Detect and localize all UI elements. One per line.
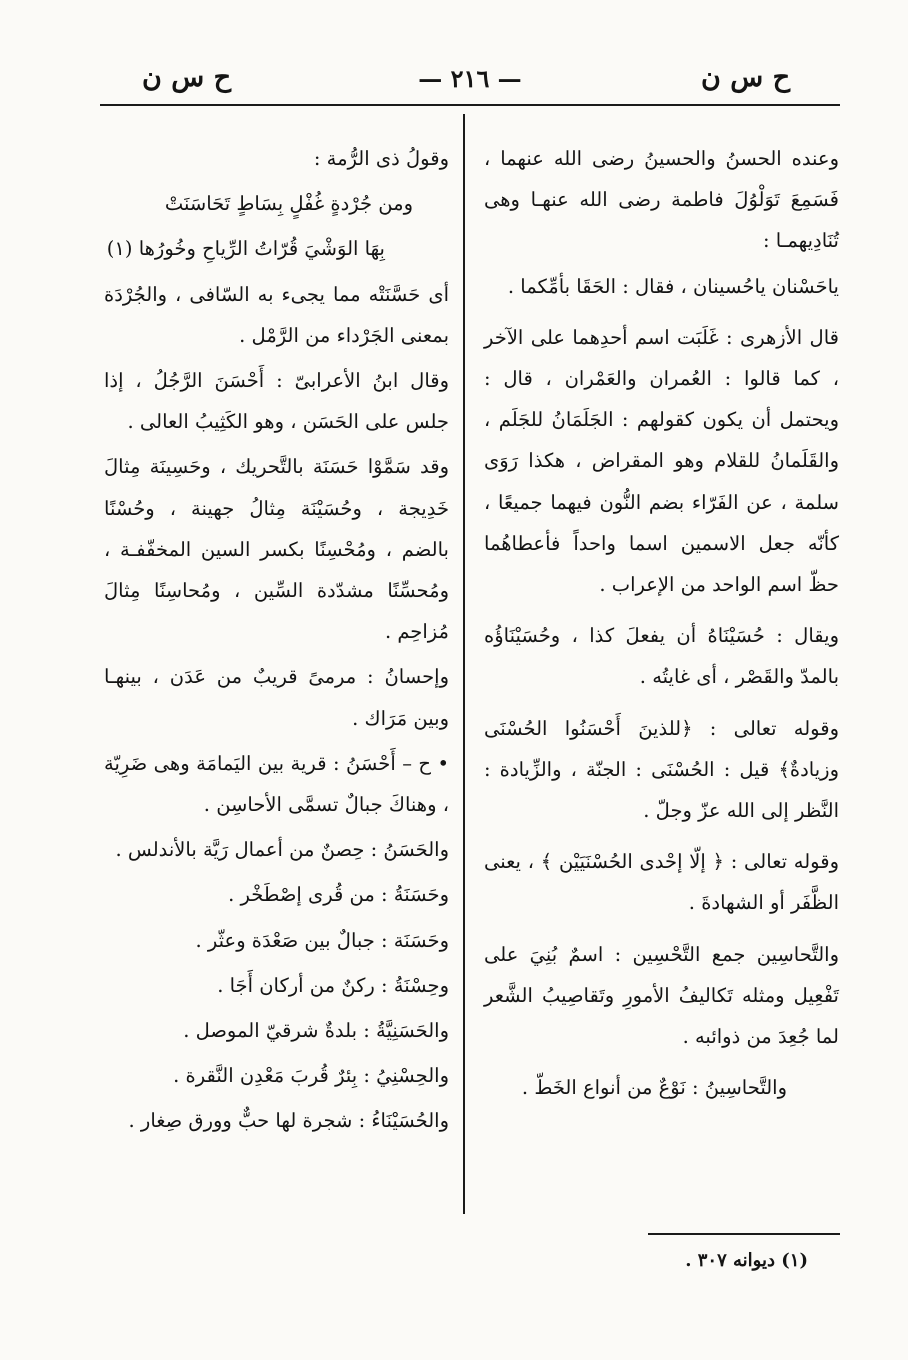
column-divider xyxy=(463,114,465,1214)
list-item: والحُسَيْنَاءُ : شجرة لها حبٌّ وورق صِغار . xyxy=(128,1109,449,1133)
footnote-rule xyxy=(648,1233,840,1235)
left-column xyxy=(104,138,449,1146)
paragraph: قال الأزهرى : غَلَبَت اسم أحدِهما على الآخر ، كما قالوا : العُمران والعَمْران ، قال : ويحتمل أن يكون كقولهم : الجَلَمَانُ للجَلَم ، والقَلَمانُ للقلام وهو المقراض ، هكذا رَوَى سلمة ، عن الفَرّاء بضم النُّون فيهما جميعًا ، كأنّه جعل الاسمين اسما واحداً فأعطاهُما حظّ اسم الواحد من الإعراب . xyxy=(484,325,839,597)
paragraph: وقال ابنُ الأعرابىّ : أَحْسَنَ الرَّجُلُ ، إذا جلس على الحَسَن ، وهو الكَثِيبُ العالى . xyxy=(104,369,449,434)
list-item: وحَسَنَة : جبالٌ بين صَعْدَة وعثّر . xyxy=(195,928,449,952)
verse-line: بِهَا الوَشْيَ قُرّاتُ الرِّياحِ وخُورُها (١) xyxy=(106,237,385,261)
verse-intro: وقولُ ذى الرُّمة : xyxy=(313,147,449,170)
header-root-left: ح س ن xyxy=(142,62,232,93)
paragraph: والتَّحاسِينُ : نَوْعٌ من أنواع الخَطّ . xyxy=(521,1076,787,1100)
verse-line: ومن جُرْدةٍ غُفْلٍ بِسَاطٍ تَحَاسَنَتْ xyxy=(164,192,413,216)
paragraph: والتَّحاسِين جمع التَّحْسِين : اسمٌ بُنِيَ على تَفْعِيل ومثله تَكاليفُ الأمورِ وتَقاصِيبُ الشَّعر لما جُعِدَ من ذوائبه . xyxy=(484,942,839,1049)
page-number: — ٢١٦ — xyxy=(418,64,522,93)
list-item: وحِسْنَةُ : ركنٌ من أركان أَجَا . xyxy=(217,973,449,997)
paragraph: أى حَسَّنَتْه مما يجىء به السّافى ، والجُرْدَة بمعنى الجَرْداء من الرَّمْل . xyxy=(104,282,449,347)
page-header xyxy=(100,62,840,98)
paragraph: ياحَسْنان ياحُسينان ، فقال : الحَقَا بأمِّكما . xyxy=(507,274,839,298)
paragraph: وقوله تعالى : ﴿ إلّا إحْدى الحُسْنَيَيْن ﴾ ، يعنى الظَّفَر أو الشهادةَ . xyxy=(484,850,839,915)
footnote: (١) ديوانه ٣٠٧ . xyxy=(685,1250,808,1271)
paragraph: • ح – أَحْسَنُ : قرية بين اليَمامَة وهى ضَرِيّة ، وهناكَ جبالٌ تسمَّى الأحاسِن . xyxy=(104,751,449,817)
paragraph: وقوله تعالى : ﴿للذينَ أَحْسَنُوا الحُسْنَى وزيادةٌ﴾ قيل : الحُسْنَى : الجنّة ، والزِّيادة : النَّظر إلى الله عزّ وجلّ . xyxy=(484,716,839,823)
list-item: والحِسْنِيُ : بِئرٌ قُربَ مَعْدِن النَّقرة . xyxy=(173,1064,449,1088)
paragraph: وعنده الحسنُ والحسينُ رضى الله عنهما ، فَسَمِعَ تَوَلْوُلَ فاطمة رضى الله عنهـا وهى تُنَادِيهمـا : xyxy=(484,147,839,253)
header-rule xyxy=(100,104,840,106)
header-root-right: ح س ن xyxy=(700,62,790,93)
list-item: والحَسَنِيَّةُ : بلدةٌ شرقيّ الموصل . xyxy=(183,1019,449,1043)
list-item: وحَسَنَةُ : من قُرى إصْطَخْر . xyxy=(228,883,449,907)
list-item: والحَسَنُ : حِصنٌ من أعمال رَيَّة بالأندلس . xyxy=(115,838,449,862)
paragraph: وقد سَمَّوْا حَسَنَة بالتَّحريك ، وحَسِينَة مِثالَ خَدِيجة ، وحُسَيْنَة مِثالُ جهينة ، وحُسْنًا بالضم ، ومُحْسِنًا بكسر السين المخفّفـة ، ومُحسِّنًا مشدّدة السِّين ، ومُحاسِنًا مِثالَ مُزاحِم . xyxy=(104,455,449,644)
right-column xyxy=(484,138,839,1112)
paragraph: وإحسانُ : مرمىً قريبٌ من عَدَن ، بينهـا وبين مَرَاك . xyxy=(104,665,449,730)
paragraph: ويقال : حُسَيْنَاهُ أن يفعلَ كذا ، وحُسَيْنَاؤُه بالمدّ والقَصْر ، أى غايتُه . xyxy=(484,624,839,689)
